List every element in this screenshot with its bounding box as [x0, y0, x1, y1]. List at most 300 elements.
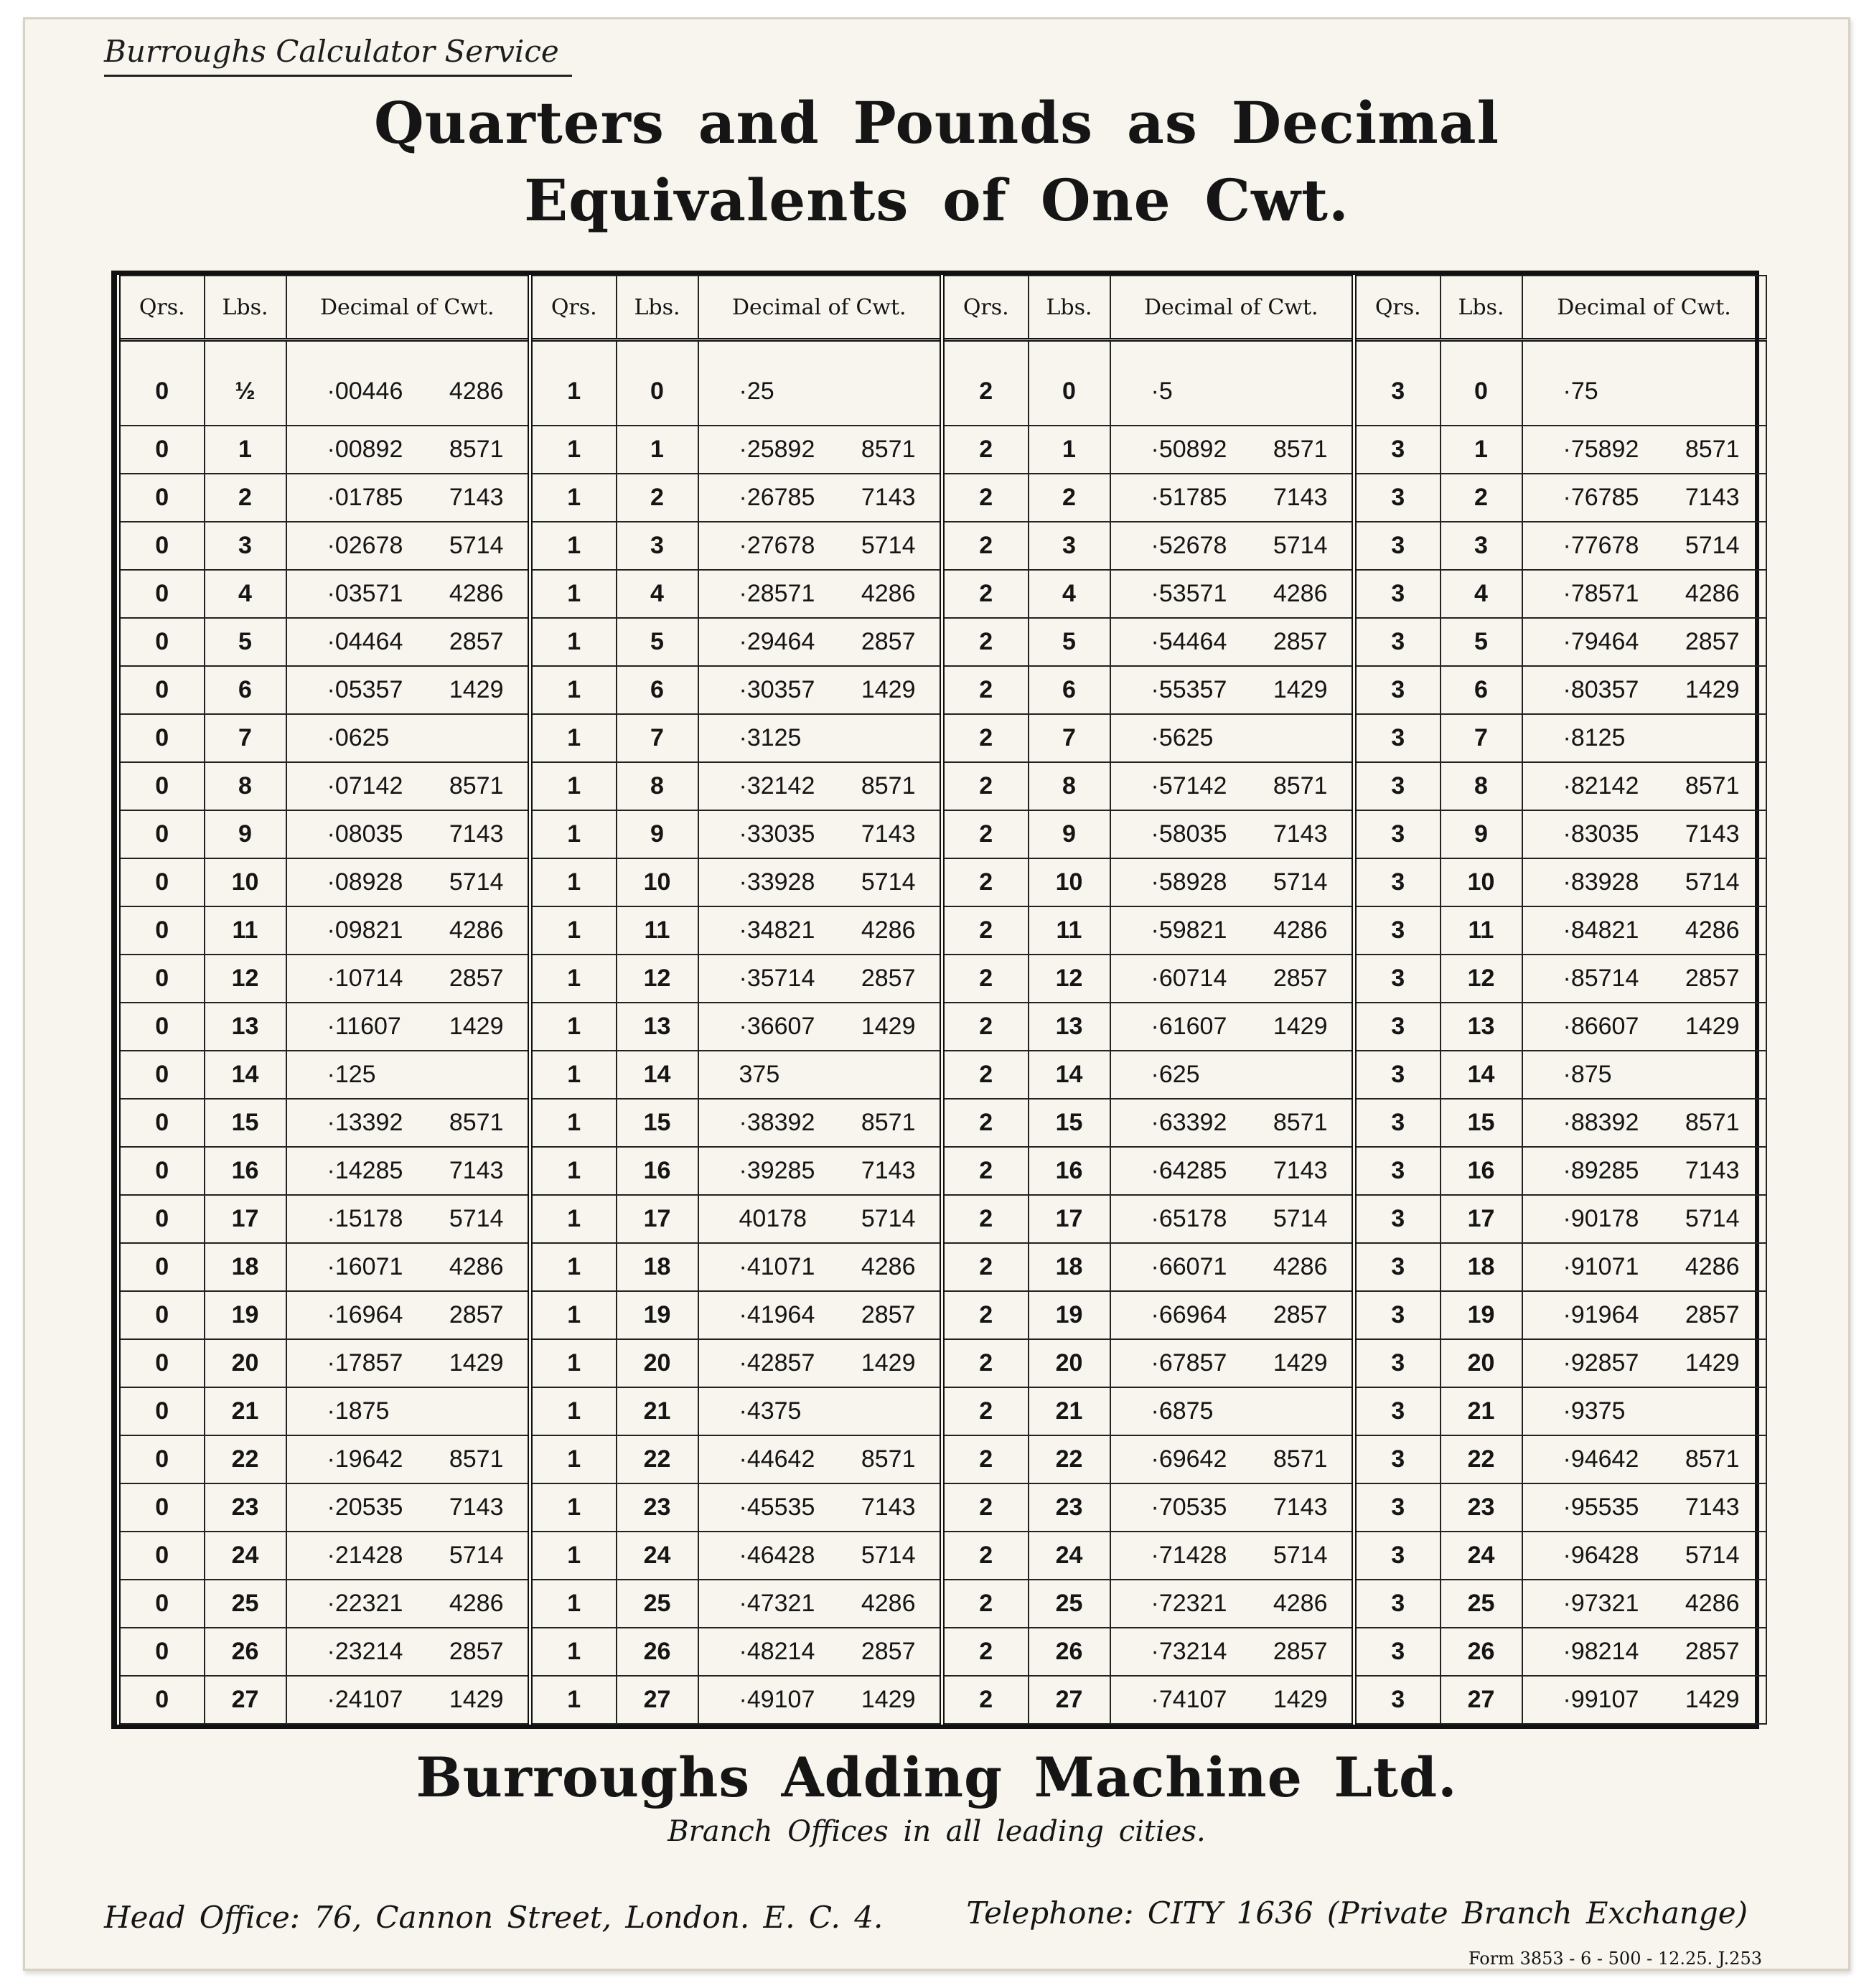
lbs-cell: 26	[617, 1628, 698, 1676]
decimal-extension: 4286	[1685, 916, 1740, 944]
column-header-decimal: Decimal of Cwt.	[1522, 276, 1766, 340]
decimal-cell	[1110, 714, 1354, 762]
lbs-cell: 3	[617, 522, 698, 570]
decimal-extension: 1429	[449, 1349, 504, 1377]
qrs-cell: 3	[1354, 1387, 1441, 1435]
qrs-cell: 1	[530, 858, 617, 906]
lbs-cell: 9	[1029, 810, 1110, 858]
decimal-value: ·71428	[1151, 1542, 1227, 1569]
qrs-cell: 2	[942, 1195, 1029, 1243]
decimal-extension: 7143	[1685, 1494, 1740, 1521]
decimal-cell	[1110, 1676, 1354, 1724]
decimal-value: ·34821	[739, 916, 815, 944]
qrs-cell: 1	[530, 570, 617, 618]
calculator-card	[23, 17, 1850, 1971]
decimal-cell	[1522, 1483, 1766, 1532]
qrs-cell: 0	[118, 522, 205, 570]
decimal-extension: 5714	[1273, 1205, 1328, 1232]
decimal-cell	[1522, 858, 1766, 906]
lbs-cell: 23	[1029, 1483, 1110, 1532]
column-header-qrs: Qrs.	[530, 276, 617, 340]
decimal-value: ·33035	[739, 820, 815, 848]
decimal-cell	[1522, 474, 1766, 522]
decimal-value: ·25	[739, 377, 774, 405]
decimal-cell	[286, 1147, 530, 1195]
decimal-value: ·89285	[1563, 1157, 1639, 1184]
qrs-cell: 0	[118, 1339, 205, 1387]
table-body	[118, 340, 1766, 1725]
qrs-cell: 1	[530, 474, 617, 522]
qrs-cell: 2	[942, 1291, 1029, 1339]
decimal-value: ·41071	[739, 1253, 815, 1280]
decimal-extension: 2857	[449, 1301, 504, 1328]
lbs-cell: 11	[205, 906, 286, 955]
decimal-cell	[1522, 810, 1766, 858]
column-header-decimal: Decimal of Cwt.	[286, 276, 530, 340]
decimal-cell	[286, 714, 530, 762]
decimal-cell	[698, 340, 942, 426]
qrs-cell: 3	[1354, 906, 1441, 955]
decimal-extension: 8571	[1273, 1109, 1328, 1136]
decimal-cell	[1110, 810, 1354, 858]
lbs-cell: 9	[1441, 810, 1522, 858]
decimal-extension: 5714	[1685, 868, 1740, 896]
decimal-value: ·79464	[1563, 628, 1639, 655]
qrs-cell: 3	[1354, 1339, 1441, 1387]
qrs-cell: 1	[530, 666, 617, 714]
lbs-cell: 18	[1029, 1243, 1110, 1291]
decimal-cell	[698, 810, 942, 858]
qrs-cell: 0	[118, 474, 205, 522]
decimal-extension: 2857	[861, 1301, 916, 1328]
decimal-value: ·16071	[327, 1253, 403, 1280]
decimal-cell	[1110, 1147, 1354, 1195]
qrs-cell: 3	[1354, 618, 1441, 666]
decimal-value: ·88392	[1563, 1109, 1639, 1136]
qrs-cell: 1	[530, 426, 617, 474]
decimal-cell	[286, 1243, 530, 1291]
decimal-extension: 5714	[861, 868, 916, 896]
lbs-cell: 23	[617, 1483, 698, 1532]
decimal-value: ·26785	[739, 484, 815, 511]
decimal-extension: 8571	[449, 436, 504, 463]
decimal-value: ·23214	[327, 1638, 403, 1665]
lbs-cell: 17	[1029, 1195, 1110, 1243]
lbs-cell: 7	[205, 714, 286, 762]
qrs-cell: 2	[942, 1147, 1029, 1195]
decimal-extension: 7143	[1685, 1157, 1740, 1184]
decimal-extension: 1429	[1685, 1349, 1740, 1377]
decimal-value: ·22321	[327, 1590, 403, 1617]
decimal-cell	[286, 1051, 530, 1099]
decimal-extension: 5714	[1273, 868, 1328, 896]
decimal-value: ·08928	[327, 868, 403, 896]
lbs-cell: 25	[1029, 1580, 1110, 1628]
column-header-lbs: Lbs.	[1441, 276, 1522, 340]
decimal-extension: 8571	[449, 772, 504, 800]
qrs-cell: 2	[942, 1580, 1029, 1628]
qrs-cell: 3	[1354, 1099, 1441, 1147]
qrs-cell: 1	[530, 1147, 617, 1195]
decimal-value: ·24107	[327, 1686, 403, 1713]
decimal-value: ·70535	[1151, 1494, 1227, 1521]
lbs-cell: 0	[1441, 340, 1522, 426]
decimal-extension: 2857	[449, 965, 504, 992]
decimal-extension: 7143	[449, 820, 504, 848]
decimal-value: ·95535	[1563, 1494, 1639, 1521]
decimal-cell	[698, 955, 942, 1003]
decimal-cell	[698, 1003, 942, 1051]
head-office-address: Head Office: 76, Cannon Street, London. E. C. 4.	[104, 1900, 884, 1935]
decimal-cell	[698, 618, 942, 666]
lbs-cell: 4	[617, 570, 698, 618]
lbs-cell: 15	[1029, 1099, 1110, 1147]
table-row	[118, 714, 1766, 762]
decimal-extension: 4286	[449, 916, 504, 944]
qrs-cell: 2	[942, 618, 1029, 666]
decimal-cell	[1110, 1628, 1354, 1676]
decimal-extension: 2857	[1685, 965, 1740, 992]
decimal-cell	[286, 1003, 530, 1051]
decimal-cell	[286, 810, 530, 858]
lbs-cell: 2	[1441, 474, 1522, 522]
lbs-cell: 17	[617, 1195, 698, 1243]
decimal-value: ·45535	[739, 1494, 815, 1521]
decimal-value: ·78571	[1563, 580, 1639, 607]
decimal-extension: 5714	[1685, 1542, 1740, 1569]
decimal-value: ·15178	[327, 1205, 403, 1232]
column-header-lbs: Lbs.	[205, 276, 286, 340]
decimal-value: ·33928	[739, 868, 815, 896]
decimal-extension: 1429	[1273, 1013, 1328, 1040]
qrs-cell: 1	[530, 1387, 617, 1435]
qrs-cell: 1	[530, 340, 617, 426]
decimal-value: ·83928	[1563, 868, 1639, 896]
decimal-extension: 4286	[1273, 580, 1328, 607]
table-header-row	[118, 276, 1766, 340]
qrs-cell: 3	[1354, 1147, 1441, 1195]
decimal-cell	[1110, 426, 1354, 474]
qrs-cell: 0	[118, 618, 205, 666]
decimal-value: ·94642	[1563, 1445, 1639, 1473]
page-title	[25, 84, 1848, 239]
decimal-extension: 1429	[1685, 1013, 1740, 1040]
decimal-extension: 8571	[449, 1109, 504, 1136]
qrs-cell: 2	[942, 1339, 1029, 1387]
qrs-cell: 1	[530, 1676, 617, 1724]
decimal-value: ·8125	[1563, 724, 1626, 751]
qrs-cell: 2	[942, 570, 1029, 618]
decimal-value: ·73214	[1151, 1638, 1227, 1665]
decimal-value: ·80357	[1563, 676, 1639, 703]
decimal-cell	[1522, 1387, 1766, 1435]
qrs-cell: 2	[942, 858, 1029, 906]
table-row	[118, 1003, 1766, 1051]
decimal-value: ·72321	[1151, 1590, 1227, 1617]
service-label: Burroughs Calculator Service	[104, 34, 572, 77]
lbs-cell: 27	[1441, 1676, 1522, 1724]
lbs-cell: 5	[205, 618, 286, 666]
lbs-cell: 19	[617, 1291, 698, 1339]
qrs-cell: 0	[118, 1483, 205, 1532]
lbs-cell: 26	[1441, 1628, 1522, 1676]
decimal-value: ·58928	[1151, 868, 1227, 896]
decimal-value: ·5	[1151, 377, 1173, 405]
column-header-qrs: Qrs.	[1354, 276, 1441, 340]
table-row	[118, 1291, 1766, 1339]
decimal-cell	[1522, 426, 1766, 474]
decimal-cell	[698, 426, 942, 474]
decimal-cell	[1110, 340, 1354, 426]
decimal-value: ·74107	[1151, 1686, 1227, 1713]
decimal-cell	[1110, 474, 1354, 522]
decimal-cell	[1110, 1099, 1354, 1147]
qrs-cell: 1	[530, 906, 617, 955]
decimal-cell	[286, 1483, 530, 1532]
decimal-cell	[286, 1676, 530, 1724]
decimal-value: ·6875	[1151, 1397, 1214, 1425]
qrs-cell: 3	[1354, 1532, 1441, 1580]
decimal-value: ·35714	[739, 965, 815, 992]
qrs-cell: 0	[118, 858, 205, 906]
lbs-cell: 6	[205, 666, 286, 714]
qrs-cell: 3	[1354, 1580, 1441, 1628]
table-row	[118, 762, 1766, 810]
table-row	[118, 858, 1766, 906]
decimal-value: ·3125	[739, 724, 802, 751]
decimal-extension: 4286	[1273, 1253, 1328, 1280]
lbs-cell: 18	[617, 1243, 698, 1291]
lbs-cell: 12	[1441, 955, 1522, 1003]
lbs-cell: 14	[617, 1051, 698, 1099]
decimal-cell	[698, 1676, 942, 1724]
lbs-cell: 8	[1029, 762, 1110, 810]
qrs-cell: 0	[118, 955, 205, 1003]
decimal-cell	[1110, 1195, 1354, 1243]
decimal-value: ·64285	[1151, 1157, 1227, 1184]
decimal-cell	[1110, 570, 1354, 618]
decimal-extension: 4286	[1685, 1253, 1740, 1280]
qrs-cell: 0	[118, 1676, 205, 1724]
qrs-cell: 0	[118, 1387, 205, 1435]
decimal-cell	[286, 618, 530, 666]
qrs-cell: 2	[942, 1003, 1029, 1051]
qrs-cell: 0	[118, 1628, 205, 1676]
decimal-value: ·30357	[739, 676, 815, 703]
form-number: Form 3853 - 6 - 500 - 12.25. J.253	[1468, 1949, 1762, 1969]
lbs-cell: 15	[1441, 1099, 1522, 1147]
qrs-cell: 0	[118, 666, 205, 714]
decimal-value: ·66964	[1151, 1301, 1227, 1328]
lbs-cell: 15	[205, 1099, 286, 1147]
qrs-cell: 2	[942, 474, 1029, 522]
decimal-extension: 1429	[1273, 1686, 1328, 1713]
decimal-value: ·10714	[327, 965, 403, 992]
qrs-cell: 3	[1354, 1676, 1441, 1724]
qrs-cell: 3	[1354, 570, 1441, 618]
lbs-cell: 22	[1029, 1435, 1110, 1483]
decimal-cell	[1110, 1291, 1354, 1339]
lbs-cell: 25	[205, 1580, 286, 1628]
qrs-cell: 0	[118, 1243, 205, 1291]
decimal-value: ·1875	[327, 1397, 390, 1425]
qrs-cell: 2	[942, 1099, 1029, 1147]
decimal-cell	[1110, 1243, 1354, 1291]
decimal-cell	[286, 1532, 530, 1580]
qrs-cell: 0	[118, 810, 205, 858]
decimal-extension: 8571	[861, 436, 916, 463]
decimal-extension: 4286	[449, 1590, 504, 1617]
table-row	[118, 1387, 1766, 1435]
decimal-extension: 7143	[1685, 820, 1740, 848]
qrs-cell: 0	[118, 426, 205, 474]
decimal-extension: 4286	[1685, 1590, 1740, 1617]
lbs-cell: 13	[1029, 1003, 1110, 1051]
lbs-cell: 14	[1441, 1051, 1522, 1099]
decimal-extension: 4286	[449, 1253, 504, 1280]
lbs-cell: 15	[617, 1099, 698, 1147]
lbs-cell: 0	[1029, 340, 1110, 426]
decimal-value: ·875	[1563, 1061, 1612, 1088]
lbs-cell: 22	[205, 1435, 286, 1483]
qrs-cell: 3	[1354, 1243, 1441, 1291]
table-row	[118, 1147, 1766, 1195]
decimal-extension: 2857	[861, 965, 916, 992]
lbs-cell: 0	[617, 340, 698, 426]
lbs-cell: 20	[205, 1339, 286, 1387]
lbs-cell: 8	[205, 762, 286, 810]
qrs-cell: 0	[118, 1003, 205, 1051]
decimal-extension: 8571	[1685, 436, 1740, 463]
lbs-cell: 22	[617, 1435, 698, 1483]
table-row	[118, 1243, 1766, 1291]
decimal-cell	[1522, 1628, 1766, 1676]
decimal-value: ·90178	[1563, 1205, 1639, 1232]
conversion-table	[111, 271, 1759, 1729]
decimal-value: ·11607	[327, 1013, 401, 1040]
decimal-value: ·55357	[1151, 676, 1227, 703]
decimal-extension: 1429	[861, 1013, 916, 1040]
decimal-cell	[698, 1147, 942, 1195]
lbs-cell: 21	[1029, 1387, 1110, 1435]
decimal-extension: 7143	[449, 484, 504, 511]
decimal-value: ·75892	[1563, 436, 1639, 463]
decimal-extension: 2857	[1685, 628, 1740, 655]
table-row	[118, 1099, 1766, 1147]
decimal-cell	[1522, 1051, 1766, 1099]
qrs-cell: 0	[118, 1051, 205, 1099]
qrs-cell: 0	[118, 1195, 205, 1243]
decimal-cell	[698, 1387, 942, 1435]
qrs-cell: 2	[942, 1676, 1029, 1724]
decimal-extension: 7143	[861, 1157, 916, 1184]
table-row	[118, 1435, 1766, 1483]
decimal-cell	[1522, 666, 1766, 714]
decimal-value: ·625	[1151, 1061, 1200, 1088]
table-row	[118, 1051, 1766, 1099]
decimal-value: ·44642	[739, 1445, 815, 1473]
decimal-value: ·92857	[1563, 1349, 1639, 1377]
qrs-cell: 1	[530, 1291, 617, 1339]
qrs-cell: 1	[530, 1532, 617, 1580]
lbs-cell: 10	[1441, 858, 1522, 906]
decimal-extension: 2857	[861, 1638, 916, 1665]
decimal-value: ·52678	[1151, 532, 1227, 559]
decimal-extension: 8571	[1685, 772, 1740, 800]
decimal-extension: 8571	[449, 1445, 504, 1473]
decimal-extension: 4286	[1685, 580, 1740, 607]
lbs-cell: 1	[205, 426, 286, 474]
decimal-extension: 5714	[1273, 1542, 1328, 1569]
decimal-extension: 5714	[449, 1205, 504, 1232]
decimal-value: ·83035	[1563, 820, 1639, 848]
decimal-extension: 1429	[1273, 1349, 1328, 1377]
decimal-value: ·67857	[1151, 1349, 1227, 1377]
lbs-cell: 3	[1029, 522, 1110, 570]
lbs-cell: 23	[205, 1483, 286, 1532]
decimal-value: ·41964	[739, 1301, 815, 1328]
decimal-value: ·32142	[739, 772, 815, 800]
lbs-cell: 24	[1029, 1532, 1110, 1580]
decimal-value: ·13392	[327, 1109, 403, 1136]
qrs-cell: 0	[118, 1435, 205, 1483]
decimal-value: ·07142	[327, 772, 403, 800]
decimal-extension: 1429	[449, 1013, 504, 1040]
decimal-value: ·27678	[739, 532, 815, 559]
decimal-extension: 4286	[861, 580, 916, 607]
decimal-cell	[286, 1291, 530, 1339]
decimal-cell	[1110, 1580, 1354, 1628]
decimal-extension: 5714	[861, 1205, 916, 1232]
lbs-cell: 3	[1441, 522, 1522, 570]
decimal-extension: 8571	[1273, 1445, 1328, 1473]
decimal-value: ·5625	[1151, 724, 1214, 751]
decimal-extension: 2857	[1273, 1638, 1328, 1665]
qrs-cell: 3	[1354, 1628, 1441, 1676]
decimal-extension: 2857	[1685, 1301, 1740, 1328]
qrs-cell: 1	[530, 522, 617, 570]
decimal-cell	[286, 955, 530, 1003]
lbs-cell: 6	[1441, 666, 1522, 714]
decimal-value: ·42857	[739, 1349, 815, 1377]
decimal-value: ·57142	[1151, 772, 1227, 800]
table-row	[118, 570, 1766, 618]
decimal-value: ·05357	[327, 676, 403, 703]
decimal-value: ·61607	[1151, 1013, 1227, 1040]
decimal-cell	[286, 570, 530, 618]
qrs-cell: 2	[942, 955, 1029, 1003]
branch-offices: Branch Offices in all leading cities.	[668, 1815, 1206, 1848]
decimal-value: 375	[739, 1061, 780, 1088]
decimal-extension: 7143	[1273, 484, 1328, 511]
decimal-cell	[698, 1580, 942, 1628]
decimal-cell	[1522, 1435, 1766, 1483]
column-header-decimal: Decimal of Cwt.	[698, 276, 942, 340]
decimal-extension: 5714	[1685, 1205, 1740, 1232]
decimal-extension: 5714	[861, 1542, 916, 1569]
qrs-cell: 3	[1354, 714, 1441, 762]
decimal-value: ·84821	[1563, 916, 1639, 944]
decimal-cell	[1522, 906, 1766, 955]
decimal-cell	[1110, 955, 1354, 1003]
lbs-cell: 17	[205, 1195, 286, 1243]
table-row	[118, 1628, 1766, 1676]
decimal-cell	[698, 1532, 942, 1580]
lbs-cell: 2	[1029, 474, 1110, 522]
lbs-cell: 21	[205, 1387, 286, 1435]
decimal-value: ·39285	[739, 1157, 815, 1184]
column-header-qrs: Qrs.	[942, 276, 1029, 340]
